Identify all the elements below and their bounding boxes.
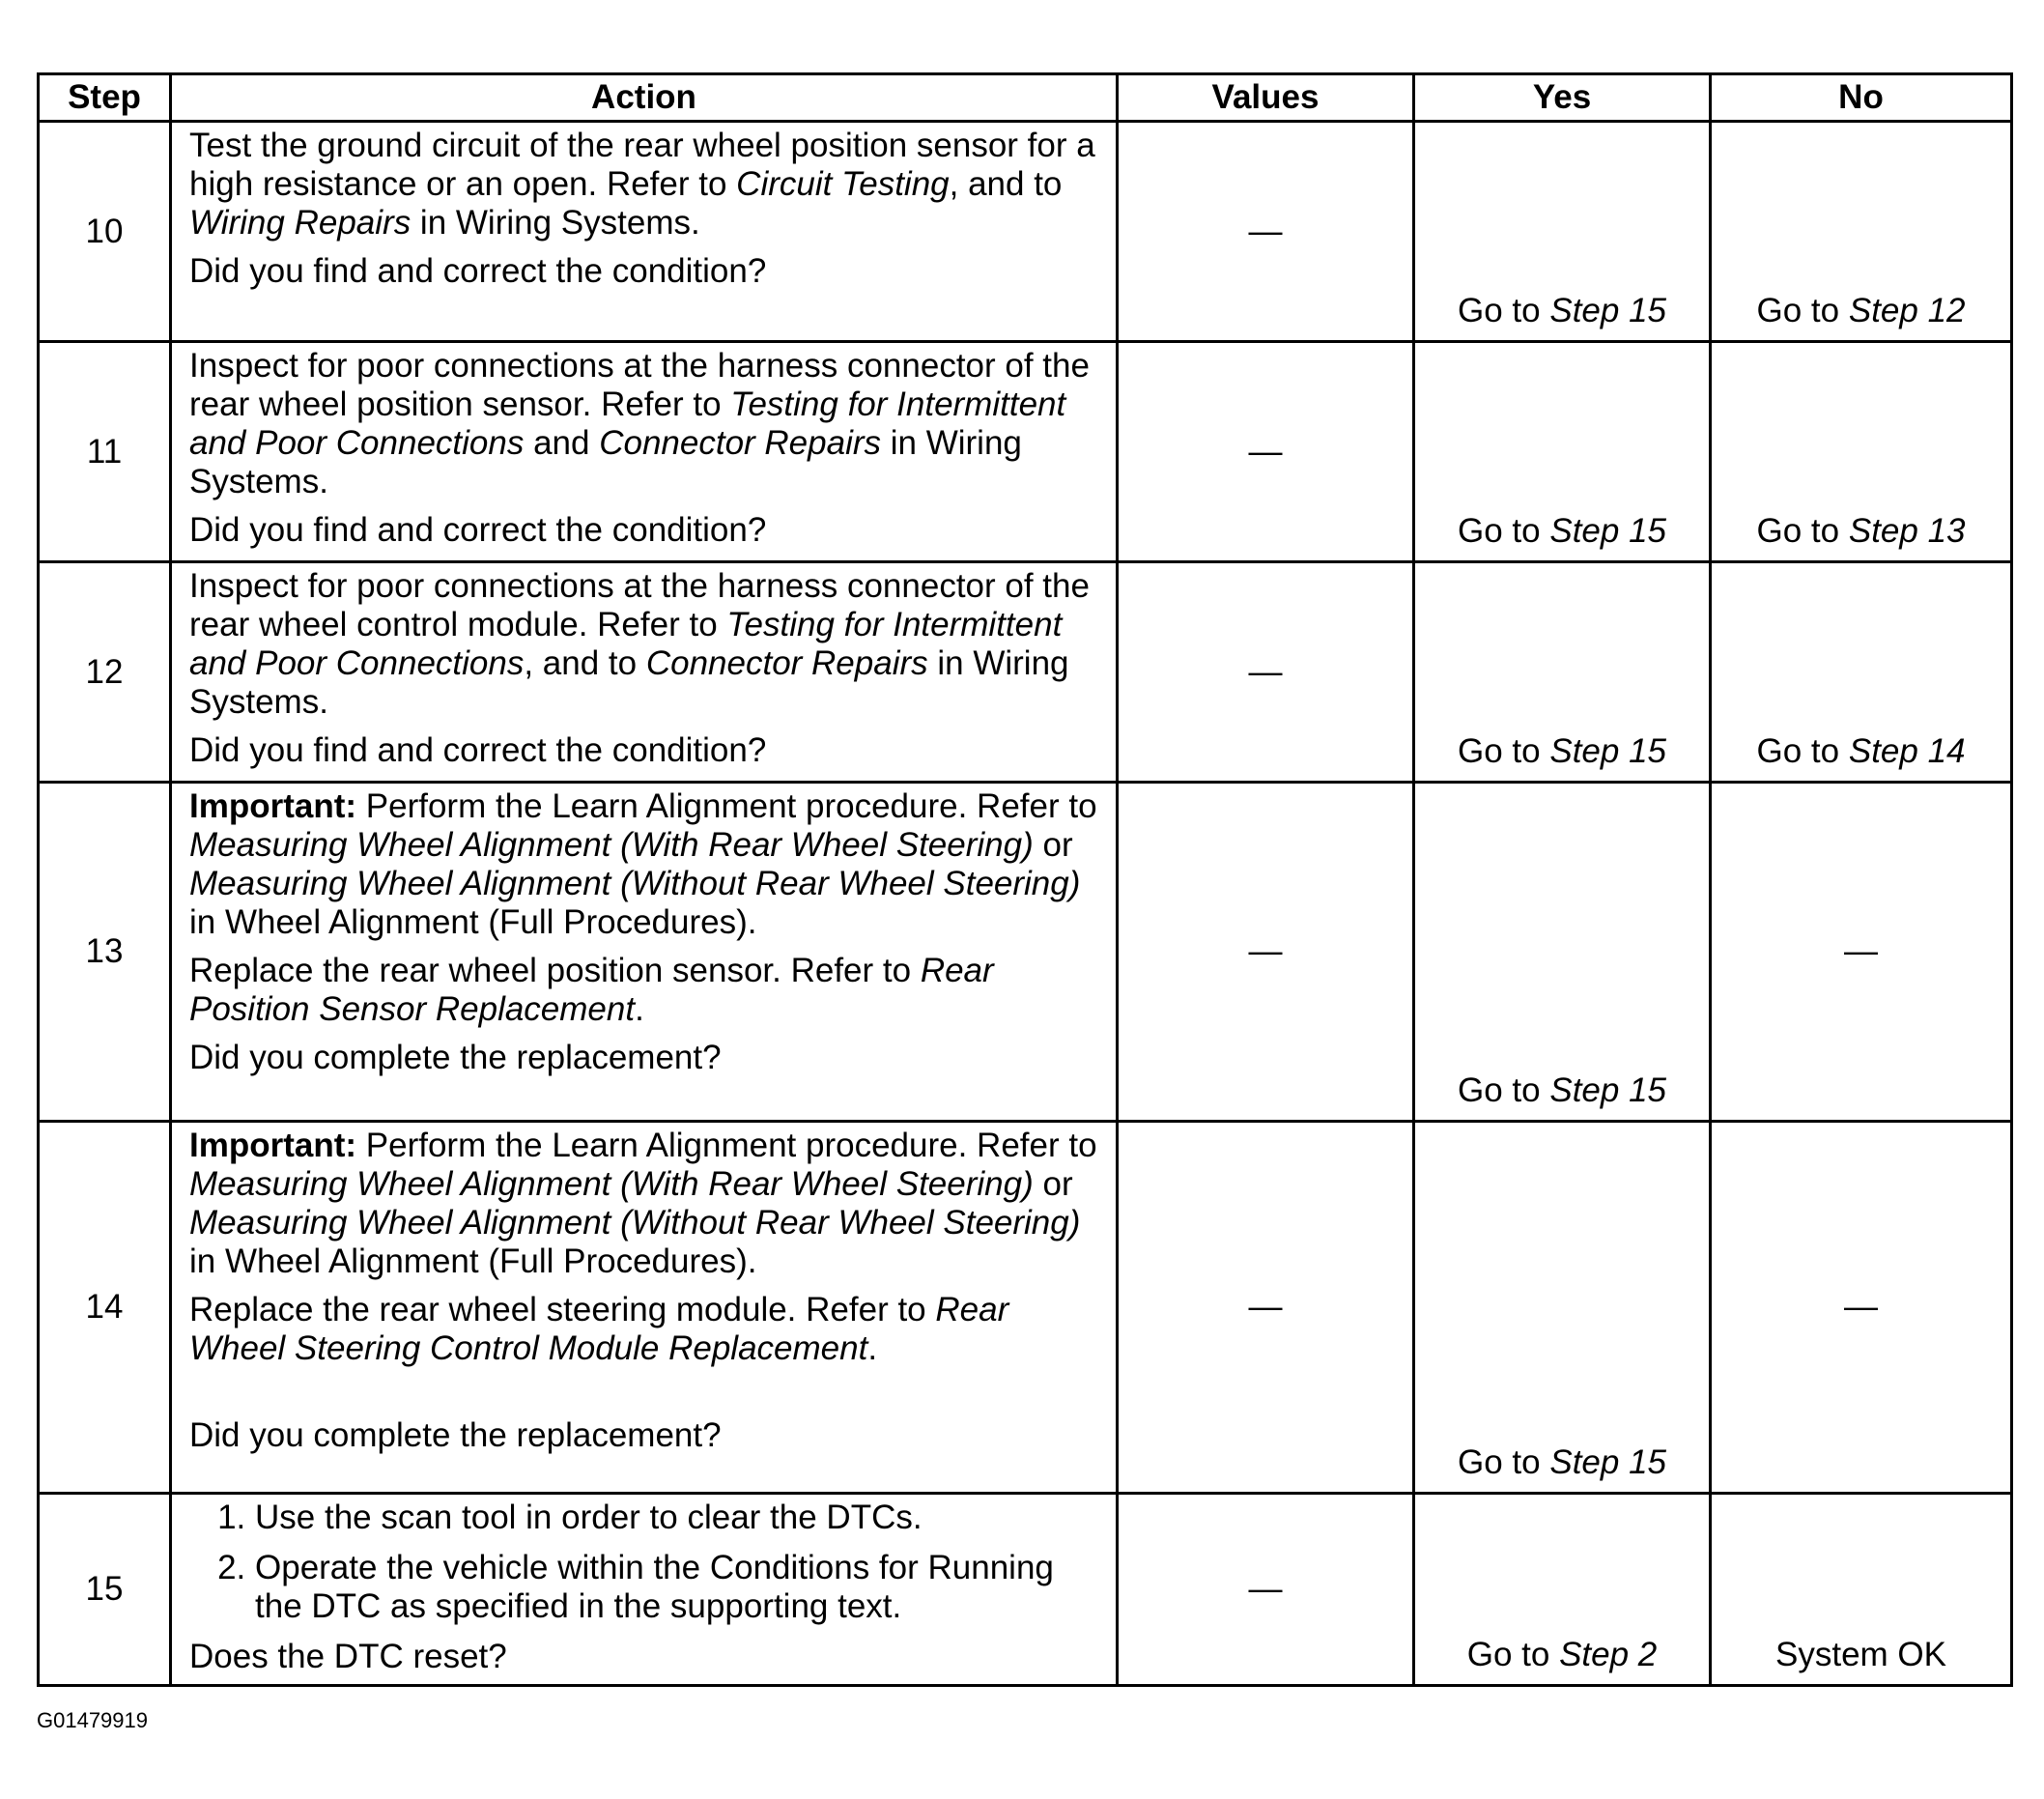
action-text: Inspect for poor connections at the harness connector of the rear wheel control module. Refer to Testing for Intermittent and Poor Connections, and to Connector Repairs in Wiring Systems. (189, 567, 1090, 721)
link-alignment-with: Measuring Wheel Alignment (With Rear Wheel Steering) (189, 826, 1034, 864)
action-text: Replace the rear wheel position sensor. Refer to Rear Position Sensor Replacement. (189, 952, 994, 1028)
action-cell (171, 1494, 1118, 1686)
important-label: Important: (189, 787, 357, 825)
action-cell (171, 122, 1118, 342)
link-testing-intermittent: Testing for Intermittent and Poor Connections (189, 386, 1066, 462)
no-cell: Go to Step 12 (1711, 122, 2012, 342)
action-question: Did you complete the replacement? (189, 1039, 722, 1076)
values-cell: — (1118, 783, 1414, 1122)
link-alignment-without: Measuring Wheel Alignment (Without Rear Wheel Steering) (189, 1204, 1081, 1242)
header-yes: Yes (1414, 74, 1711, 122)
action-text: Replace the rear wheel steering module. Refer to Rear Wheel Steering Control Module Replacement. (189, 1291, 1009, 1367)
diagnostic-table (37, 72, 2013, 1687)
no-cell: System OK (1711, 1494, 2012, 1686)
no-cell: — (1711, 783, 2012, 1122)
values-cell: — (1118, 562, 1414, 783)
yes-cell: Go to Step 15 (1414, 562, 1711, 783)
link-connector-repairs: Connector Repairs (599, 424, 882, 462)
yes-cell: Go to Step 2 (1414, 1494, 1711, 1686)
header-action: Action (171, 74, 1118, 122)
action-question: Does the DTC reset? (189, 1638, 507, 1675)
important-note: Important: Perform the Learn Alignment procedure. Refer to Measuring Wheel Alignment (With Rear Wheel Steering) or Measuring Wheel Alignment (Without Rear Wheel Steering) in Wheel Alignment (Full Procedures). (189, 1127, 1097, 1280)
list-item: 2. Operate the vehicle within the Conditions for Running the DTC as specified in the supporting text. (255, 1549, 1098, 1626)
no-cell: Go to Step 14 (1711, 562, 2012, 783)
step-number: 15 (39, 1494, 171, 1686)
table-row-step-11 (39, 342, 2012, 562)
step-number: 10 (39, 122, 171, 342)
no-cell: — (1711, 1122, 2012, 1494)
table-row-step-14 (39, 1122, 2012, 1494)
link-replacement: Rear Wheel Steering Control Module Replacement (189, 1291, 1009, 1367)
table-row-step-12 (39, 562, 2012, 783)
values-cell: — (1118, 1494, 1414, 1686)
link-testing-intermittent: Testing for Intermittent and Poor Connections (189, 606, 1063, 682)
figure-id: G01479919 (37, 1708, 148, 1732)
action-cell (171, 783, 1118, 1122)
yes-cell: Go to Step 15 (1414, 342, 1711, 562)
link-wiring-repairs: Wiring Repairs (189, 204, 412, 242)
header-no: No (1711, 74, 2012, 122)
values-cell: — (1118, 122, 1414, 342)
action-text: Test the ground circuit of the rear wheel position sensor for a high resistance or an open. Refer to Circuit Testing, and to Wiring Repairs in Wiring Systems. (189, 127, 1095, 242)
table-row-step-10 (39, 122, 2012, 342)
no-cell: Go to Step 13 (1711, 342, 2012, 562)
header-row (39, 74, 2012, 122)
table-row-step-15 (39, 1494, 2012, 1686)
link-circuit-testing: Circuit Testing (736, 165, 950, 203)
action-cell (171, 562, 1118, 783)
values-cell: — (1118, 342, 1414, 562)
step-number: 13 (39, 783, 171, 1122)
yes-cell: Go to Step 15 (1414, 122, 1711, 342)
instruction-list (189, 1499, 1098, 1626)
link-connector-repairs: Connector Repairs (645, 644, 928, 682)
step-number: 12 (39, 562, 171, 783)
action-text: Inspect for poor connections at the harness connector of the rear wheel position sensor. Refer to Testing for Intermittent and Poor Connections and Connector Repairs in Wiring Systems. (189, 347, 1090, 500)
step-number: 14 (39, 1122, 171, 1494)
action-cell (171, 342, 1118, 562)
header-step: Step (39, 74, 171, 122)
values-cell: — (1118, 1122, 1414, 1494)
yes-cell: Go to Step 15 (1414, 1122, 1711, 1494)
action-question: Did you complete the replacement? (189, 1416, 722, 1454)
important-label: Important: (189, 1127, 357, 1164)
table-row-step-13 (39, 783, 2012, 1122)
step-number: 11 (39, 342, 171, 562)
header-values: Values (1118, 74, 1414, 122)
action-cell (171, 1122, 1118, 1494)
important-note: Important: Perform the Learn Alignment procedure. Refer to Measuring Wheel Alignment (With Rear Wheel Steering) or Measuring Wheel Alignment (Without Rear Wheel Steering) in Wheel Alignment (Full Procedures). (189, 787, 1097, 941)
action-question: Did you find and correct the condition? (189, 252, 767, 290)
action-question: Did you find and correct the condition? (189, 511, 767, 549)
action-question: Did you find and correct the condition? (189, 731, 767, 769)
list-item: 1. Use the scan tool in order to clear the DTCs. (255, 1499, 1098, 1537)
yes-cell: Go to Step 15 (1414, 783, 1711, 1122)
link-replacement: Rear Position Sensor Replacement (189, 952, 994, 1028)
link-alignment-with: Measuring Wheel Alignment (With Rear Wheel Steering) (189, 1165, 1034, 1203)
link-alignment-without: Measuring Wheel Alignment (Without Rear Wheel Steering) (189, 865, 1081, 902)
